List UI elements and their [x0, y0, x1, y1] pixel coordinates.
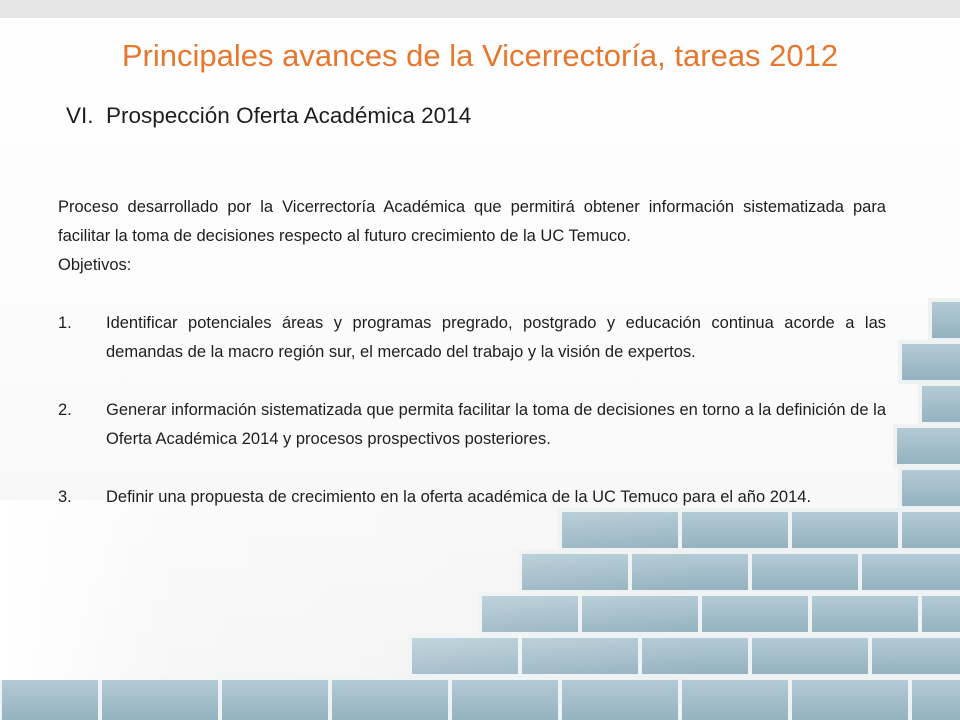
section-number: VI.	[66, 103, 94, 128]
objective-number: 3.	[58, 488, 72, 506]
objective-item	[58, 483, 886, 512]
section-heading	[66, 101, 471, 131]
objective-text: Definir una propuesta de crecimiento en la oferta académica de la UC Temuco para el año 2014.	[106, 488, 812, 506]
slide-body	[58, 193, 886, 512]
objective-item	[58, 309, 886, 367]
objective-number: 2.	[58, 401, 72, 419]
objective-text: Generar información sistematizada que permita facilitar la toma de decisiones en torno a la definición de la Oferta Académica 2014 y procesos prospectivos posteriores.	[106, 401, 886, 448]
objective-number: 1.	[58, 314, 72, 332]
slide-title: Principales avances de la Vicerrectoría, tareas 2012	[121, 38, 839, 73]
objective-text: Identificar potenciales áreas y programas pregrado, postgrado y educación continua acorde a las demandas de la macro región sur, el mercado del trabajo y la visión de expertos.	[106, 314, 886, 361]
objectives-label: Objetivos:	[58, 256, 132, 274]
objective-item	[58, 396, 886, 454]
intro-paragraph: Proceso desarrollado por la Vicerrectoría Académica que permitirá obtener información sistematizada para facilitar la toma de decisiones respecto al futuro crecimiento de la UC Temuco.	[58, 198, 886, 245]
section-title: Prospección Oferta Académica 2014	[106, 103, 472, 128]
